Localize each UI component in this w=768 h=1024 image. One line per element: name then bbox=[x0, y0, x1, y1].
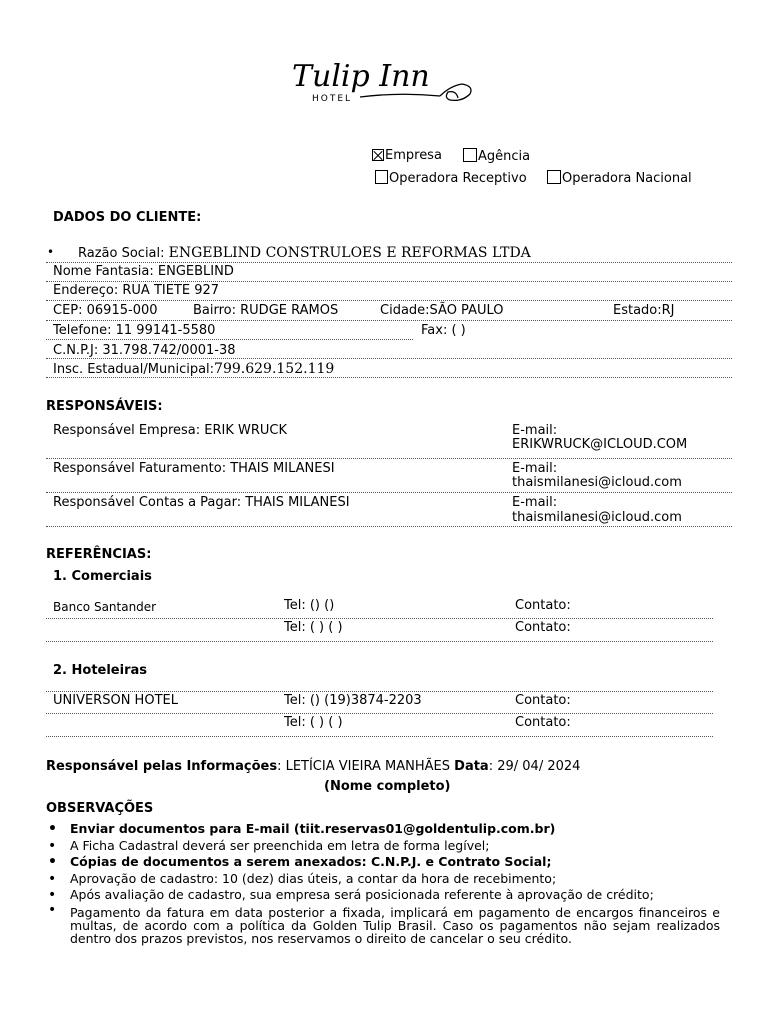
section-heading-responsaveis: RESPONSÁVEIS: bbox=[46, 399, 163, 414]
bairro: Bairro: RUDGE RAMOS bbox=[193, 303, 339, 318]
checkbox-icon[interactable] bbox=[547, 170, 561, 184]
divider bbox=[46, 458, 732, 459]
ref-hoteleira-tel: Tel: () (19)3874-2203 bbox=[284, 693, 422, 708]
divider bbox=[46, 262, 732, 263]
divider bbox=[46, 320, 732, 321]
divider bbox=[46, 300, 732, 301]
svg-text:Tulip Inn: Tulip Inn bbox=[292, 59, 430, 94]
nome-fantasia: Nome Fantasia: ENGEBLIND bbox=[53, 264, 234, 279]
data-value: : 29/ 04/ 2024 bbox=[488, 759, 581, 774]
responsavel-faturamento: Responsável Faturamento: THAIS MILANESI bbox=[53, 461, 335, 476]
ref-comercial-tel: Tel: ( ) ( ) bbox=[284, 620, 343, 635]
checkbox-empresa[interactable] bbox=[372, 148, 442, 163]
responsavel-informacoes-label: Responsável pelas Informações bbox=[46, 759, 278, 774]
ref-hoteleira-contato: Contato: bbox=[515, 693, 571, 708]
subheading-comerciais: 1. Comerciais bbox=[53, 569, 152, 584]
bullet-icon: • bbox=[47, 245, 55, 259]
checkbox-checked-icon[interactable] bbox=[372, 149, 384, 161]
estado: Estado:RJ bbox=[613, 303, 675, 318]
responsavel-informacoes bbox=[46, 759, 580, 774]
observacao-item: • A Ficha Cadastral deverá ser preenchida em letra de forma legível; bbox=[46, 838, 720, 855]
section-heading-observacoes: OBSERVAÇÕES bbox=[46, 801, 154, 816]
section-heading-cliente: DADOS DO CLIENTE: bbox=[53, 210, 202, 225]
fax: Fax: ( ) bbox=[421, 323, 466, 338]
observacao-item: • Enviar documentos para E-mail (tiit.reservas01@goldentulip.com.br) bbox=[46, 821, 720, 838]
divider bbox=[46, 736, 713, 737]
responsavel-informacoes-value: : LETÍCIA VIEIRA MANHÃES bbox=[277, 759, 455, 774]
email-label: E-mail: bbox=[512, 495, 558, 510]
divider bbox=[46, 526, 732, 527]
divider bbox=[46, 713, 713, 714]
razao-social-label: Razão Social: bbox=[78, 246, 169, 261]
observacao-item: • Pagamento da fatura em data posterior a fixada, implicará em pagamento de encargos financeiros e multas, de acordo com a política da Golden Tulip Brasil. Caso os pagamentos não sejam realizados dentro dos prazos previstos, nos reservamos o direito de cancelar o seu crédito. bbox=[46, 904, 720, 945]
cnpj: C.N.P.J: 31.798.742/0001-38 bbox=[53, 343, 236, 358]
checkbox-icon[interactable] bbox=[463, 148, 477, 162]
subheading-hoteleiras: 2. Hoteleiras bbox=[53, 663, 148, 678]
checkbox-label: Operadora Nacional bbox=[562, 171, 692, 186]
email-value: thaismilanesi@icloud.com bbox=[512, 475, 682, 490]
cep: CEP: 06915-000 bbox=[53, 303, 158, 318]
divider bbox=[46, 358, 732, 359]
tulip-logo-icon bbox=[290, 56, 480, 106]
divider bbox=[46, 492, 732, 493]
nome-completo-hint: (Nome completo) bbox=[324, 779, 451, 794]
section-heading-referencias: REFERÊNCIAS: bbox=[46, 547, 152, 562]
checkbox-operadora-receptivo[interactable] bbox=[375, 170, 527, 186]
ref-comercial-contato: Contato: bbox=[515, 620, 571, 635]
responsavel-empresa: Responsável Empresa: ERIK WRUCK bbox=[53, 423, 288, 438]
inscricao-value: 799.629.152.119 bbox=[214, 361, 335, 377]
checkbox-label: Empresa bbox=[385, 148, 442, 163]
divider bbox=[46, 281, 732, 282]
inscricao-estadual bbox=[53, 361, 334, 377]
checkbox-label: Agência bbox=[478, 149, 531, 164]
ref-hoteleira-contato: Contato: bbox=[515, 715, 571, 730]
email-value: ERIKWRUCK@ICLOUD.COM bbox=[512, 437, 688, 452]
ref-comercial-contato: Contato: bbox=[515, 598, 571, 613]
razao-social bbox=[78, 245, 531, 261]
observacoes-list bbox=[46, 821, 720, 945]
svg-text:HOTEL: HOTEL bbox=[312, 94, 353, 104]
ref-comercial-tel: Tel: () () bbox=[284, 598, 335, 613]
ref-hoteleira-tel: Tel: ( ) ( ) bbox=[284, 715, 343, 730]
email-label: E-mail: bbox=[512, 461, 558, 476]
ref-hoteleira-nome: UNIVERSON HOTEL bbox=[53, 693, 178, 708]
divider bbox=[46, 641, 713, 642]
endereco: Endereço: RUA TIETE 927 bbox=[53, 283, 220, 298]
divider bbox=[46, 691, 713, 692]
razao-social-value: ENGEBLIND CONSTRULOES E REFORMAS LTDA bbox=[168, 245, 531, 261]
divider bbox=[46, 339, 413, 340]
telefone: Telefone: 11 99141-5580 bbox=[53, 323, 216, 338]
divider bbox=[46, 377, 732, 378]
divider bbox=[46, 618, 713, 619]
observacao-item: • Após avaliação de cadastro, sua empresa será posicionada referente à aprovação de crédito; bbox=[46, 887, 720, 904]
checkbox-label: Operadora Receptivo bbox=[389, 171, 527, 186]
observacao-item: • Cópias de documentos a serem anexados: C.N.P.J. e Contrato Social; bbox=[46, 854, 720, 871]
ref-comercial-nome: Banco Santander bbox=[53, 600, 157, 614]
cidade: Cidade:SÃO PAULO bbox=[380, 303, 504, 318]
inscricao-label: Insc. Estadual/Municipal: bbox=[53, 362, 215, 377]
email-label: E-mail: bbox=[512, 423, 558, 438]
checkbox-icon[interactable] bbox=[375, 170, 388, 184]
email-value: thaismilanesi@icloud.com bbox=[512, 510, 682, 525]
checkbox-operadora-nacional[interactable] bbox=[547, 170, 692, 186]
observacao-item: • Aprovação de cadastro: 10 (dez) dias úteis, a contar da hora de recebimento; bbox=[46, 871, 720, 888]
tulip-inn-logo bbox=[290, 56, 480, 106]
checkbox-agencia[interactable] bbox=[463, 148, 530, 164]
data-label: Data bbox=[454, 759, 489, 774]
responsavel-contas-pagar: Responsável Contas a Pagar: THAIS MILANESI bbox=[53, 495, 350, 510]
